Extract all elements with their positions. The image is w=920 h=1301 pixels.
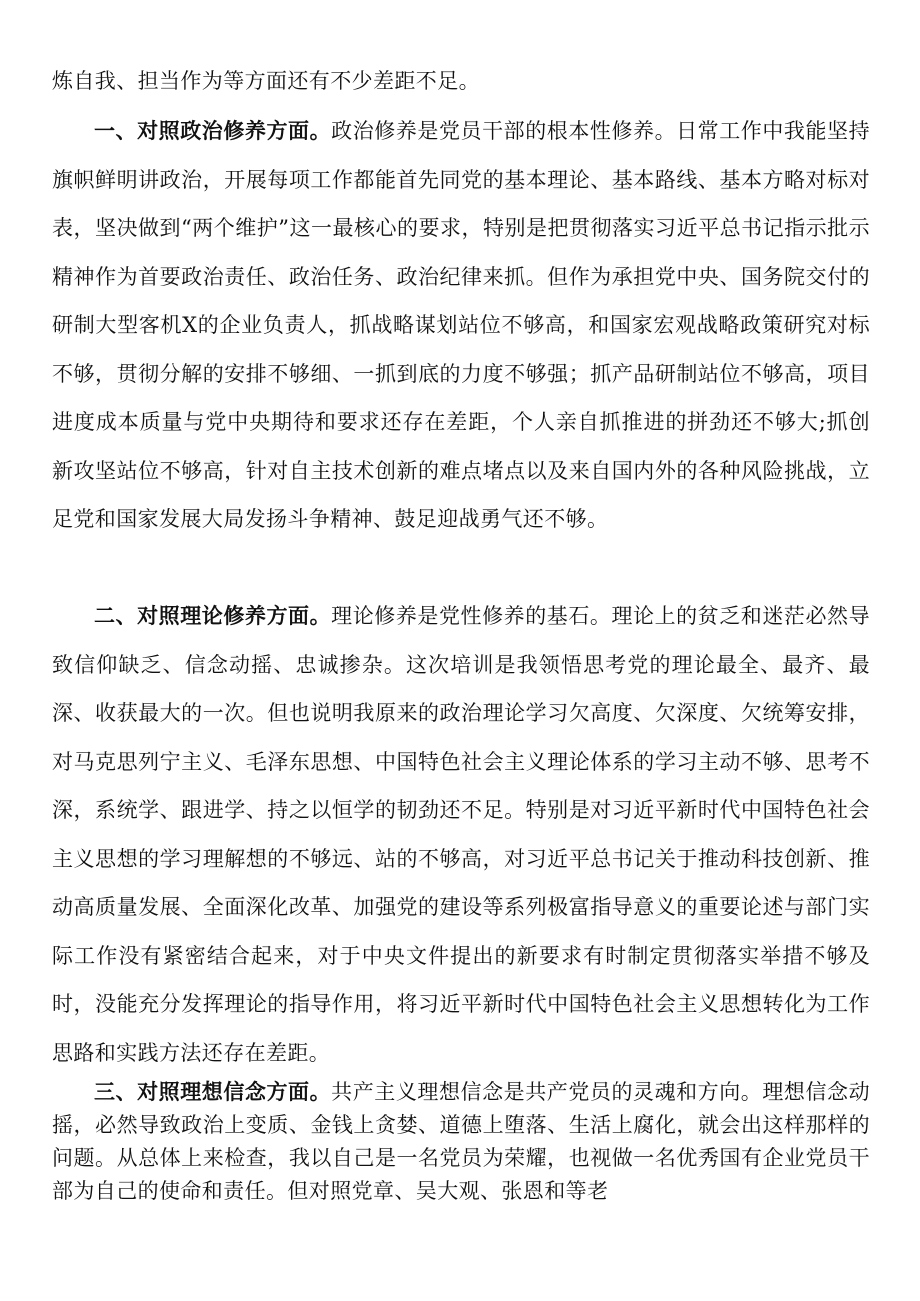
section-theoretical-cultivation	[52, 592, 870, 1077]
section-heading: 一、对照政治修养方面。	[94, 119, 332, 143]
section-heading: 三、对照理想信念方面。	[94, 1080, 332, 1104]
paragraph-continuation	[52, 57, 870, 106]
paragraph-text: 炼自我、担当作为等方面还有不少差距不足。	[52, 69, 480, 93]
section-ideals-beliefs	[52, 1076, 870, 1208]
section-political-cultivation	[52, 107, 870, 544]
section-heading: 二、对照理论修养方面。	[94, 604, 332, 628]
section-body: 政治修养是党员干部的根本性修养。日常工作中我能坚持旗帜鲜明讲政治，开展每项工作都能首先同党的基本理论、基本路线、基本方略对标对表，坚决做到“两个维护”这一最核心的要求，特别是把贯彻落实习近平总书记指示批示精神作为首要政治责任、政治任务、政治纪律来抓。但作为承担党中央、国务院交付的研制大型客机X的企业负责人，抓战略谋划站位不够高，和国家宏观战略政策研究对标不够，贯彻分解的安排不够细、一抓到底的力度不够强；抓产品研制站位不够高，项目进度成本质量与党中央期待和要求还存在差距，个人亲自抓推进的拼劲还不够大;抓创新攻坚站位不够高，针对自主技术创新的难点堵点以及来自国内外的各种风险挑战，立足党和国家发展大局发扬斗争精神、鼓足迎战勇气还不够。	[52, 119, 871, 531]
section-body: 理论修养是党性修养的基石。理论上的贫乏和迷茫必然导致信仰缺乏、信念动摇、忠诚掺杂。这次培训是我领悟思考党的理论最全、最齐、最深、收获最大的一次。但也说明我原来的政治理论学习欠高度、欠深度、欠统筹安排，对马克思列宁主义、毛泽东思想、中国特色社会主义理论体系的学习主动不够、思考不深，系统学、跟进学、持之以恒学的韧劲还不足。特别是对习近平新时代中国特色社会主义思想的学习理解想的不够远、站的不够高，对习近平总书记关于推动科技创新、推动高质量发展、全面深化改革、加强党的建设等系列极富指导意义的重要论述与部门实际工作没有紧密结合起来，对于中央文件提出的新要求有时制定贯彻落实举措不够及时，没能充分发挥理论的指导作用，将习近平新时代中国特色社会主义思想转化为工作思路和实践方法还存在差距。	[52, 604, 871, 1065]
section-body: 共产主义理想信念是共产党员的灵魂和方向。理想信念动摇，必然导致政治上变质、金钱上贪婪、道德上堕落、生活上腐化，就会出这样那样的问题。从总体上来检查，我以自己是一名党员为荣耀，也视做一名优秀国有企业党员干部为自己的使命和责任。但对照党章、吴大观、张恩和等老	[52, 1080, 871, 1203]
